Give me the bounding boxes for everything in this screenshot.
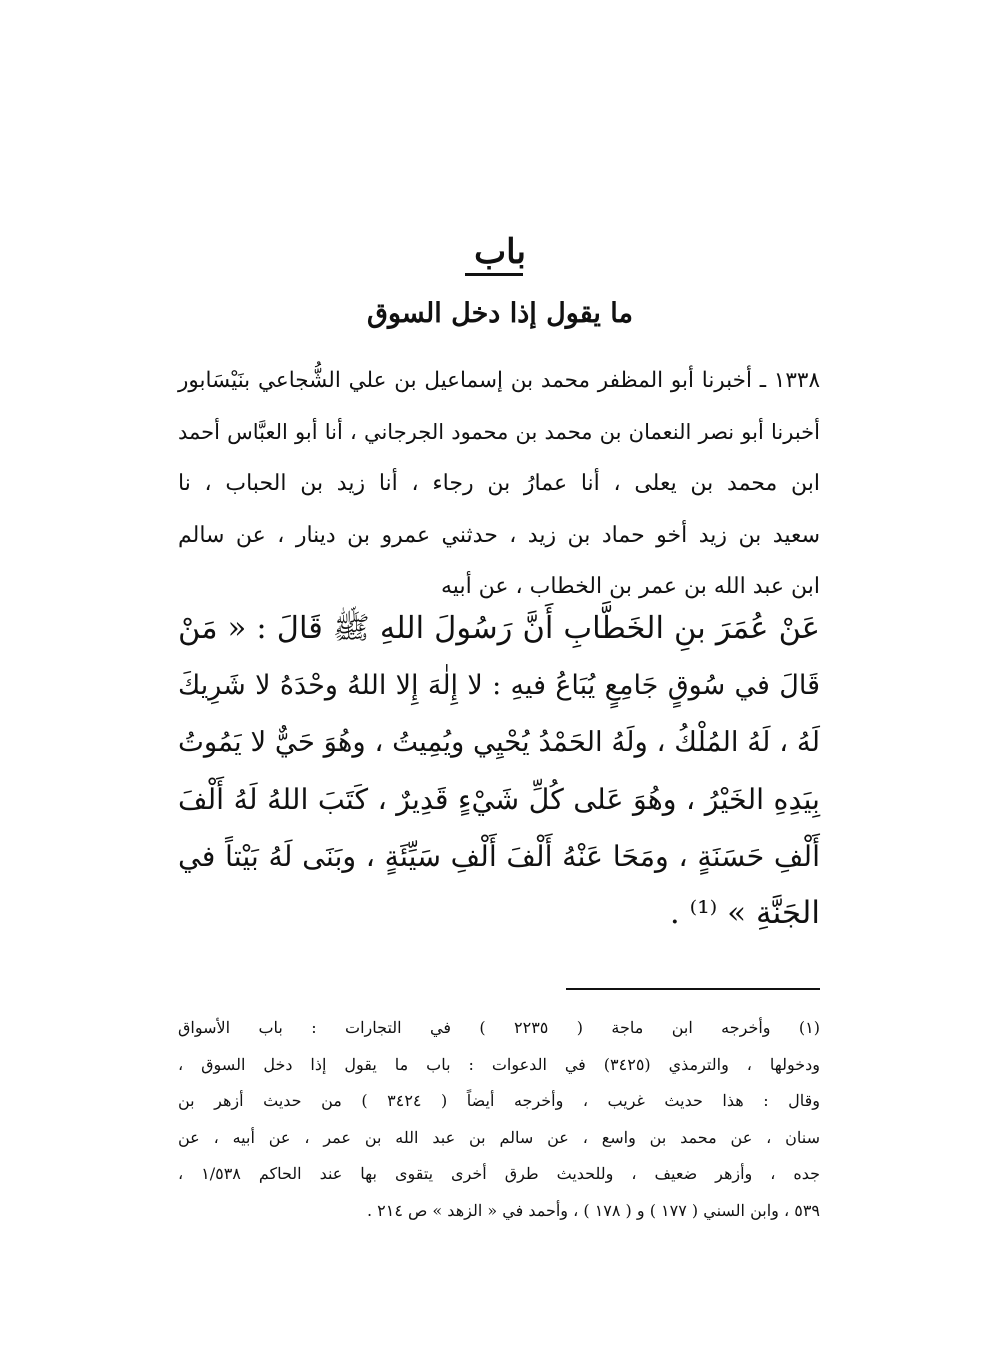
chapter-title: ما يقول إذا دخل السوق <box>367 298 633 329</box>
isnad-line: ابن محمد بن يعلى ، أنا عمارُ بن رجاء ، أنا زيد بن الحباب ، نا <box>178 471 820 496</box>
footnote-separator <box>566 988 820 990</box>
hadith-line: بِيَدِهِ الخَيْرُ ، وهُوَ عَلى كُلِّ شَيْءٍ قَدِيرٌ ، كَتَبَ اللهُ لَهُ أَلْفَ <box>178 783 820 816</box>
hadith-line: أَلْفِ حَسَنَةٍ ، ومَحَا عَنْهُ أَلْفَ أَلْفِ سَيِّئَةٍ ، وبَنَى لَهُ بَيْتاً في <box>178 840 820 873</box>
hadith-text <box>178 600 820 942</box>
isnad-paragraph <box>178 355 820 613</box>
isnad-line: ١٣٣٨ ـ أخبرنا أبو المظفر محمد بن إسماعيل بن علي الشُّجاعي بنَيْسَابور <box>178 368 820 393</box>
chapter-heading-underline <box>465 273 523 276</box>
footnote-line: وقال : هذا حديث غريب ، وأخرجه أيضاً ( ٣٤٢٤ ) من حديث أزهر بن <box>178 1091 820 1110</box>
footnote-line: جده ، وأزهر ضعيف ، وللحديث طرق أخرى يتقوى بها عند الحاكم ١/٥٣٨ ، <box>178 1164 821 1183</box>
isnad-line: أخبرنا أبو نصر النعمان بن محمد بن محمود الجرجاني ، أنا أبو العبَّاس أحمد <box>178 419 820 444</box>
hadith-line: لَهُ ، لَهُ المُلْكُ ، ولَهُ الحَمْدُ يُحْيِي ويُمِيتُ ، وهُوَ حَيٌّ لا يَمُوتُ <box>178 726 820 758</box>
footnote <box>178 1010 820 1229</box>
chapter-heading: باب <box>474 232 526 272</box>
isnad-line: سعيد بن زيد أخو حماد بن زيد ، حدثني عمرو بن دينار ، عن سالم <box>178 522 820 548</box>
hadith-line: عَنْ عُمَرَ بنِ الخَطَّابِ أَنَّ رَسُولَ اللهِ ﷺ قَالَ : « مَنْ <box>178 611 820 646</box>
hadith-line: الجَنَّةِ » ⁽¹⁾ . <box>669 895 820 931</box>
isnad-line: ابن عبد الله بن عمر بن الخطاب ، عن أبيه <box>441 574 820 599</box>
footnote-line: سنان ، عن محمد بن واسع ، عن سالم بن عبد الله بن عمر ، عن أبيه ، عن <box>178 1127 820 1147</box>
footnote-line: ودخولها ، والترمذي (٣٤٢٥) في الدعوات : باب ما يقول إذا دخل السوق ، <box>178 1054 820 1074</box>
hadith-line: قَالَ في سُوقٍ جَامِعٍ يُبَاعُ فيهِ : لا إِلٰهَ إِلا اللهُ وحْدَهُ لا شَرِيكَ <box>178 670 820 701</box>
footnote-line: ٥٣٩ ، وابن السني ( ١٧٧ ) و ( ١٧٨ ) ، وأحمد في « الزهد » ص ٢١٤ . <box>366 1200 820 1220</box>
footnote-line: (١) وأخرجه ابن ماجة ( ٢٢٣٥ ) في التجارات : باب الأسواق <box>178 1018 820 1037</box>
